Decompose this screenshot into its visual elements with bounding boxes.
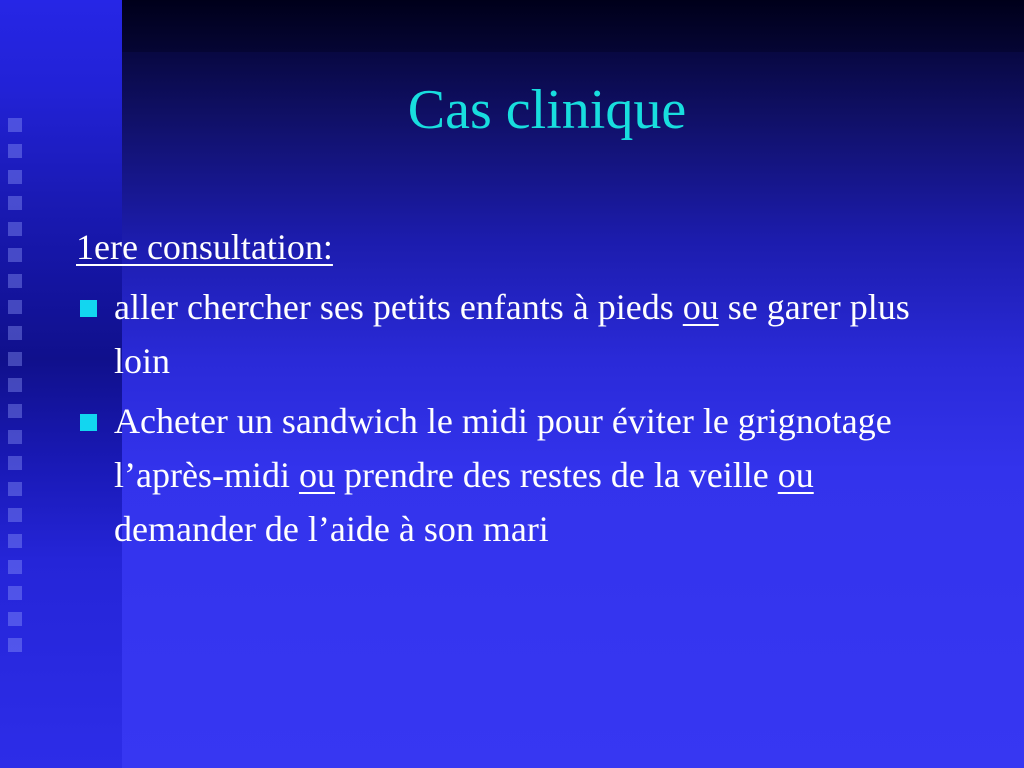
decorative-square bbox=[8, 326, 22, 340]
decorative-square bbox=[8, 586, 22, 600]
decorative-square bbox=[8, 144, 22, 158]
decorative-square-column bbox=[0, 118, 28, 658]
bullet-2-emphasis-2: ou bbox=[777, 455, 814, 495]
decorative-square bbox=[8, 612, 22, 626]
slide-title: Cas clinique bbox=[407, 79, 687, 141]
bullet-2-emphasis-1: ou bbox=[298, 455, 335, 495]
bullet-item-2 bbox=[76, 394, 956, 556]
subheading: 1ere consultation: bbox=[76, 227, 333, 267]
square-bullet-icon bbox=[80, 414, 97, 431]
bullet-2-text-end: demander de l’aide à son mari bbox=[114, 509, 549, 549]
decorative-square bbox=[8, 638, 22, 652]
bullet-1-text: aller chercher ses petits enfants à pieds bbox=[114, 287, 683, 327]
decorative-square bbox=[8, 456, 22, 470]
decorative-square bbox=[8, 404, 22, 418]
decorative-square bbox=[8, 378, 22, 392]
decorative-square bbox=[8, 196, 22, 210]
slide-body bbox=[76, 220, 956, 556]
decorative-square bbox=[8, 300, 22, 314]
decorative-square bbox=[8, 508, 22, 522]
top-dark-strip bbox=[122, 0, 1024, 52]
decorative-square bbox=[8, 534, 22, 548]
bullet-item-1 bbox=[76, 280, 956, 388]
bullet-2-text: Acheter un sandwich le midi pour éviter le grignotage l’après-midi bbox=[114, 401, 892, 495]
bullet-2-text-middle: prendre des restes de la veille bbox=[334, 455, 778, 495]
square-bullet-icon bbox=[80, 300, 97, 317]
decorative-square bbox=[8, 430, 22, 444]
decorative-square bbox=[8, 352, 22, 366]
decorative-square bbox=[8, 118, 22, 132]
bullet-1-text-end: se garer plus loin bbox=[114, 287, 910, 381]
bullet-1-emphasis: ou bbox=[682, 287, 719, 327]
decorative-square bbox=[8, 222, 22, 236]
decorative-square bbox=[8, 274, 22, 288]
decorative-square bbox=[8, 248, 22, 262]
decorative-square bbox=[8, 170, 22, 184]
decorative-square bbox=[8, 482, 22, 496]
decorative-square bbox=[8, 560, 22, 574]
